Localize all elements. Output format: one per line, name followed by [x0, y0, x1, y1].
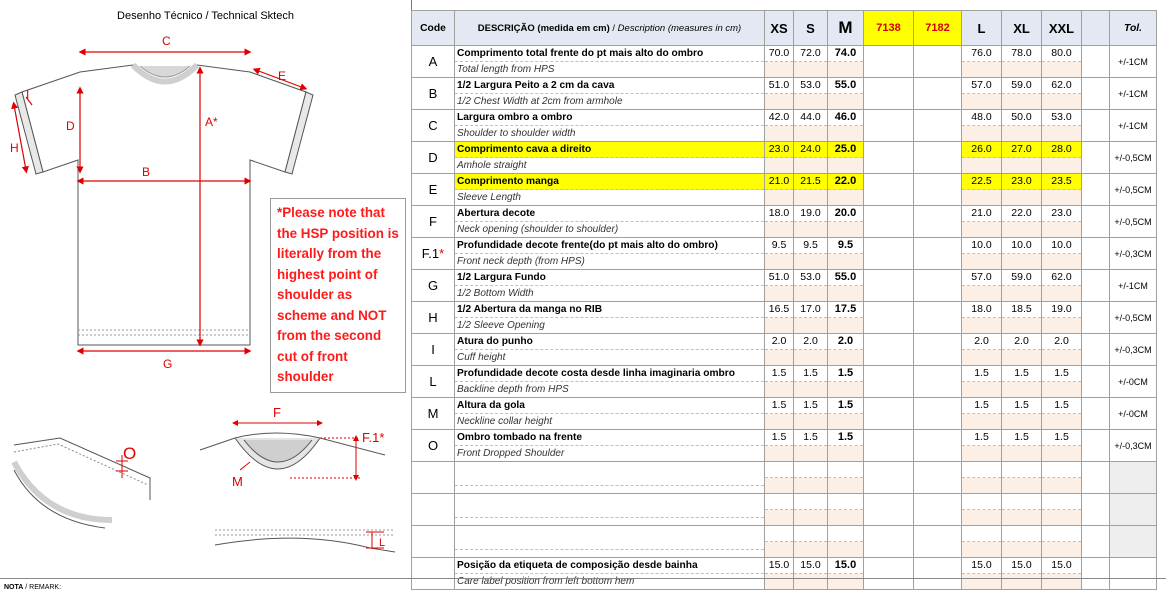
value-m: 55.0	[828, 78, 864, 110]
value-ref-7138	[864, 494, 914, 526]
code-cell: A	[412, 46, 455, 78]
value-xl	[1002, 494, 1042, 526]
value-l: 1.5	[962, 430, 1002, 462]
header-xs: XS	[765, 11, 794, 46]
description-cell	[455, 462, 765, 494]
value-empty	[1082, 174, 1110, 206]
description-cell	[455, 206, 765, 238]
description-cell	[455, 494, 765, 526]
value-ref-7182	[914, 334, 962, 366]
value-xs: 1.5	[765, 430, 794, 462]
label-e: E	[278, 69, 287, 83]
remark-line: NOTA / REMARK:	[4, 584, 62, 591]
value-m	[828, 526, 864, 558]
value-s	[794, 462, 828, 494]
value-l	[962, 526, 1002, 558]
description-cell	[455, 526, 765, 558]
neckline-detail	[200, 423, 385, 478]
code-cell: E	[412, 174, 455, 206]
value-xxl	[1042, 494, 1082, 526]
table-row	[412, 366, 1157, 398]
label-m: M	[232, 474, 243, 489]
value-xl: 10.0	[1002, 238, 1042, 270]
value-xs: 42.0	[765, 110, 794, 142]
value-s: 53.0	[794, 270, 828, 302]
table-row	[412, 78, 1157, 110]
label-i: I	[26, 88, 30, 102]
description-en: 1/2 Bottom Width	[457, 288, 534, 299]
value-s: 1.5	[794, 430, 828, 462]
value-l: 48.0	[962, 110, 1002, 142]
value-xs: 9.5	[765, 238, 794, 270]
value-m: 46.0	[828, 110, 864, 142]
value-empty	[1082, 270, 1110, 302]
value-xs: 2.0	[765, 334, 794, 366]
value-ref-7138	[864, 142, 914, 174]
description-cell	[455, 46, 765, 78]
value-l: 57.0	[962, 270, 1002, 302]
value-xxl: 15.0	[1042, 558, 1082, 590]
value-xs: 15.0	[765, 558, 794, 590]
value-xl: 59.0	[1002, 78, 1042, 110]
table-row	[412, 174, 1157, 206]
value-empty	[1082, 302, 1110, 334]
table-row	[412, 270, 1157, 302]
value-s	[794, 526, 828, 558]
table-row	[412, 398, 1157, 430]
value-empty	[1082, 142, 1110, 174]
description-cell	[455, 78, 765, 110]
value-xl	[1002, 462, 1042, 494]
description-pt: Profundidade decote costa desde linha imaginaria ombro	[455, 366, 764, 382]
value-xl: 22.0	[1002, 206, 1042, 238]
value-s: 72.0	[794, 46, 828, 78]
value-l	[962, 494, 1002, 526]
tolerance-cell: +/-0,3CM	[1110, 334, 1157, 366]
table-row	[412, 494, 1157, 526]
value-ref-7138	[864, 526, 914, 558]
value-s: 21.5	[794, 174, 828, 206]
value-xl: 2.0	[1002, 334, 1042, 366]
tolerance-cell: +/-0,5CM	[1110, 174, 1157, 206]
value-s: 44.0	[794, 110, 828, 142]
value-l: 18.0	[962, 302, 1002, 334]
description-en: 1/2 Chest Width at 2cm from armhole	[457, 96, 623, 107]
description-cell	[455, 366, 765, 398]
sketch-title: Desenho Técnico / Technical Sktech	[117, 10, 294, 22]
value-ref-7182	[914, 110, 962, 142]
value-xxl: 1.5	[1042, 430, 1082, 462]
value-s: 24.0	[794, 142, 828, 174]
value-ref-7182	[914, 46, 962, 78]
tolerance-cell	[1110, 462, 1157, 494]
tolerance-cell: +/-0,3CM	[1110, 430, 1157, 462]
value-empty	[1082, 78, 1110, 110]
value-ref-7182	[914, 270, 962, 302]
measurement-spec-table	[411, 10, 1157, 590]
value-empty	[1082, 558, 1110, 590]
description-cell	[455, 430, 765, 462]
code-cell	[412, 462, 455, 494]
description-cell	[455, 302, 765, 334]
value-xl: 1.5	[1002, 398, 1042, 430]
code-cell: H	[412, 302, 455, 334]
value-ref-7182	[914, 430, 962, 462]
value-xxl: 23.0	[1042, 206, 1082, 238]
back-neck-detail	[215, 530, 395, 552]
value-empty	[1082, 334, 1110, 366]
value-m: 1.5	[828, 366, 864, 398]
value-m: 55.0	[828, 270, 864, 302]
value-empty	[1082, 462, 1110, 494]
value-ref-7182	[914, 142, 962, 174]
value-ref-7138	[864, 334, 914, 366]
table-row	[412, 238, 1157, 270]
header-xxl: XXL	[1042, 11, 1082, 46]
value-ref-7182	[914, 78, 962, 110]
description-en: Shoulder to shoulder width	[457, 128, 576, 139]
table-row	[412, 334, 1157, 366]
value-ref-7182	[914, 494, 962, 526]
description-en: Backline depth from HPS	[457, 384, 569, 395]
value-xxl	[1042, 462, 1082, 494]
header-tolerance: Tol.	[1110, 11, 1157, 46]
value-xl: 27.0	[1002, 142, 1042, 174]
value-ref-7138	[864, 238, 914, 270]
table-row	[412, 206, 1157, 238]
description-en: Care label position from left bottom hem	[457, 576, 635, 587]
value-xxl: 53.0	[1042, 110, 1082, 142]
value-s	[794, 494, 828, 526]
description-cell	[455, 238, 765, 270]
value-l: 22.5	[962, 174, 1002, 206]
value-s: 15.0	[794, 558, 828, 590]
description-en: 1/2 Sleeve Opening	[457, 320, 545, 331]
tolerance-cell: +/-1CM	[1110, 46, 1157, 78]
description-pt: Comprimento manga	[455, 174, 764, 190]
label-b: B	[142, 165, 151, 179]
footer-divider	[0, 578, 1166, 579]
value-s: 17.0	[794, 302, 828, 334]
value-ref-7182	[914, 462, 962, 494]
label-a: A*	[205, 115, 218, 129]
header-code: Code	[412, 11, 455, 46]
code-cell: D	[412, 142, 455, 174]
value-empty	[1082, 398, 1110, 430]
value-empty	[1082, 494, 1110, 526]
code-cell: L	[412, 366, 455, 398]
value-xl: 59.0	[1002, 270, 1042, 302]
value-empty	[1082, 430, 1110, 462]
table-row	[412, 526, 1157, 558]
header-description: DESCRIÇÃO (medida em cm) / Description (measures in cm)	[455, 11, 765, 46]
description-en: Cuff height	[457, 352, 506, 363]
header-s: S	[794, 11, 828, 46]
value-ref-7182	[914, 558, 962, 590]
value-ref-7182	[914, 526, 962, 558]
value-xs: 51.0	[765, 270, 794, 302]
value-xxl: 1.5	[1042, 398, 1082, 430]
description-en: Front neck depth (from HPS)	[457, 256, 585, 267]
value-l: 10.0	[962, 238, 1002, 270]
description-pt: Ombro tombado na frente	[455, 430, 764, 446]
table-row	[412, 142, 1157, 174]
value-empty	[1082, 110, 1110, 142]
value-xl	[1002, 526, 1042, 558]
code-cell: I	[412, 334, 455, 366]
code-cell: B	[412, 78, 455, 110]
value-ref-7182	[914, 206, 962, 238]
value-xl: 18.5	[1002, 302, 1042, 334]
table-row	[412, 462, 1157, 494]
table-row	[412, 430, 1157, 462]
description-pt: Comprimento total frente do pt mais alto do ombro	[455, 46, 764, 62]
value-m: 1.5	[828, 398, 864, 430]
value-xs: 51.0	[765, 78, 794, 110]
value-empty	[1082, 238, 1110, 270]
value-s: 53.0	[794, 78, 828, 110]
value-ref-7182	[914, 302, 962, 334]
tolerance-cell	[1110, 526, 1157, 558]
code-cell: C	[412, 110, 455, 142]
value-s: 1.5	[794, 366, 828, 398]
value-l: 57.0	[962, 78, 1002, 110]
tolerance-cell	[1110, 494, 1157, 526]
value-xs: 1.5	[765, 366, 794, 398]
code-cell: O	[412, 430, 455, 462]
code-cell: M	[412, 398, 455, 430]
value-m	[828, 462, 864, 494]
description-en: Total length from HPS	[457, 64, 555, 75]
value-empty	[1082, 526, 1110, 558]
tolerance-cell: +/-0,5CM	[1110, 302, 1157, 334]
tolerance-cell: +/-1CM	[1110, 78, 1157, 110]
value-xs: 18.0	[765, 206, 794, 238]
table-header-row	[412, 11, 1157, 46]
technical-sketch-panel	[0, 0, 412, 578]
value-xs: 16.5	[765, 302, 794, 334]
value-l: 2.0	[962, 334, 1002, 366]
value-xl: 78.0	[1002, 46, 1042, 78]
value-empty	[1082, 206, 1110, 238]
value-xs: 21.0	[765, 174, 794, 206]
value-xs	[765, 494, 794, 526]
tolerance-cell: +/-0,5CM	[1110, 206, 1157, 238]
value-xs: 1.5	[765, 398, 794, 430]
value-ref-7182	[914, 238, 962, 270]
value-xs: 23.0	[765, 142, 794, 174]
description-pt: Profundidade decote frente(do pt mais alto do ombro)	[455, 238, 764, 254]
value-m: 20.0	[828, 206, 864, 238]
value-xxl: 23.5	[1042, 174, 1082, 206]
tshirt-front-outline	[15, 65, 313, 345]
value-ref-7138	[864, 366, 914, 398]
tolerance-cell: +/-0CM	[1110, 398, 1157, 430]
value-xl: 23.0	[1002, 174, 1042, 206]
code-cell	[412, 494, 455, 526]
header-ref-7182: 7182	[914, 11, 962, 46]
value-ref-7138	[864, 558, 914, 590]
value-s: 19.0	[794, 206, 828, 238]
header-m: M	[828, 11, 864, 46]
hsp-note: *Please note that the HSP position is literally from the highest point of shoulder as scheme and NOT from the second cut of front shoulder	[270, 198, 406, 393]
value-xl: 1.5	[1002, 430, 1042, 462]
value-ref-7138	[864, 78, 914, 110]
value-s: 9.5	[794, 238, 828, 270]
value-m: 25.0	[828, 142, 864, 174]
value-xxl: 28.0	[1042, 142, 1082, 174]
value-ref-7138	[864, 398, 914, 430]
table-row	[412, 110, 1157, 142]
description-en: Front Dropped Shoulder	[457, 448, 565, 459]
value-xs	[765, 526, 794, 558]
value-xxl: 19.0	[1042, 302, 1082, 334]
value-m: 17.5	[828, 302, 864, 334]
tolerance-cell: +/-1CM	[1110, 110, 1157, 142]
description-en: Amhole straight	[457, 160, 527, 171]
label-f: F	[273, 405, 281, 420]
value-l: 1.5	[962, 366, 1002, 398]
description-cell	[455, 558, 765, 590]
tolerance-cell	[1110, 558, 1157, 590]
label-g: G	[163, 357, 173, 371]
value-ref-7138	[864, 302, 914, 334]
value-ref-7182	[914, 366, 962, 398]
value-xl: 15.0	[1002, 558, 1042, 590]
description-cell	[455, 142, 765, 174]
value-m: 22.0	[828, 174, 864, 206]
value-xxl	[1042, 526, 1082, 558]
description-cell	[455, 334, 765, 366]
value-ref-7138	[864, 110, 914, 142]
value-m: 1.5	[828, 430, 864, 462]
value-ref-7182	[914, 398, 962, 430]
table-row	[412, 558, 1157, 590]
description-pt: Altura da gola	[455, 398, 764, 414]
description-pt: 1/2 Largura Peito a 2 cm da cava	[455, 78, 764, 94]
value-empty	[1082, 366, 1110, 398]
table-row	[412, 302, 1157, 334]
description-en: Sleeve Length	[457, 192, 521, 203]
description-cell	[455, 110, 765, 142]
tolerance-cell: +/-1CM	[1110, 270, 1157, 302]
description-pt: Comprimento cava a direito	[455, 142, 764, 158]
code-cell	[412, 558, 455, 590]
label-l: L	[379, 537, 386, 549]
value-xxl: 2.0	[1042, 334, 1082, 366]
value-l	[962, 462, 1002, 494]
value-ref-7138	[864, 206, 914, 238]
header-empty	[1082, 11, 1110, 46]
label-f1: F.1*	[362, 430, 385, 445]
value-l: 76.0	[962, 46, 1002, 78]
header-xl: XL	[1002, 11, 1042, 46]
value-ref-7138	[864, 462, 914, 494]
value-m: 74.0	[828, 46, 864, 78]
value-m: 9.5	[828, 238, 864, 270]
description-pt: Posição da etiqueta de composição desde bainha	[455, 558, 764, 574]
value-l: 26.0	[962, 142, 1002, 174]
description-pt: Largura ombro a ombro	[455, 110, 764, 126]
value-xxl: 62.0	[1042, 270, 1082, 302]
value-xl: 1.5	[1002, 366, 1042, 398]
value-ref-7138	[864, 174, 914, 206]
value-ref-7138	[864, 430, 914, 462]
value-l: 21.0	[962, 206, 1002, 238]
value-xxl: 1.5	[1042, 366, 1082, 398]
code-cell	[412, 526, 455, 558]
description-cell	[455, 398, 765, 430]
description-pt: 1/2 Abertura da manga no RIB	[455, 302, 764, 318]
value-l: 15.0	[962, 558, 1002, 590]
value-xl: 50.0	[1002, 110, 1042, 142]
description-cell	[455, 270, 765, 302]
value-s: 1.5	[794, 398, 828, 430]
label-o: O	[123, 444, 137, 463]
value-m: 15.0	[828, 558, 864, 590]
value-ref-7138	[864, 46, 914, 78]
value-ref-7138	[864, 270, 914, 302]
value-m: 2.0	[828, 334, 864, 366]
value-s: 2.0	[794, 334, 828, 366]
tolerance-cell: +/-0,3CM	[1110, 238, 1157, 270]
label-c: C	[162, 34, 171, 48]
description-pt: Atura do punho	[455, 334, 764, 350]
description-en: Neck opening (shoulder to shoulder)	[457, 224, 619, 235]
table-row	[412, 46, 1157, 78]
value-ref-7182	[914, 174, 962, 206]
description-en: Neckline collar height	[457, 416, 553, 427]
value-xxl: 10.0	[1042, 238, 1082, 270]
value-xs	[765, 462, 794, 494]
label-d: D	[66, 119, 75, 133]
tolerance-cell: +/-0CM	[1110, 366, 1157, 398]
value-empty	[1082, 46, 1110, 78]
value-l: 1.5	[962, 398, 1002, 430]
code-cell: G	[412, 270, 455, 302]
value-xxl: 80.0	[1042, 46, 1082, 78]
value-xs: 70.0	[765, 46, 794, 78]
tolerance-cell: +/-0,5CM	[1110, 142, 1157, 174]
value-xxl: 62.0	[1042, 78, 1082, 110]
value-m	[828, 494, 864, 526]
description-pt: Abertura decote	[455, 206, 764, 222]
code-cell: F	[412, 206, 455, 238]
header-ref-7138: 7138	[864, 11, 914, 46]
header-l: L	[962, 11, 1002, 46]
label-h: H	[10, 141, 19, 155]
code-cell: F.1*	[412, 238, 455, 270]
description-pt: 1/2 Largura Fundo	[455, 270, 764, 286]
description-cell	[455, 174, 765, 206]
